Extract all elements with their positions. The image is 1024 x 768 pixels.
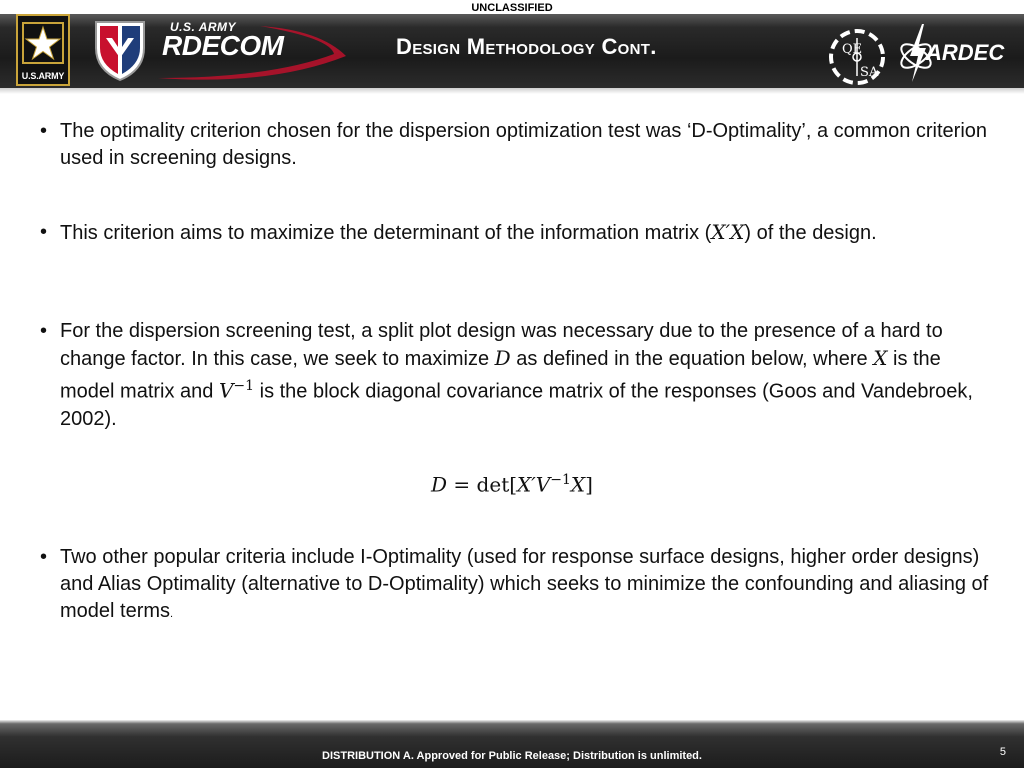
rdecom-logo-text: RDECOM: [162, 30, 284, 61]
math-x: X: [873, 346, 888, 370]
equation-x: X: [570, 472, 586, 497]
math-xtx: X′X: [711, 220, 745, 244]
bullet-text: Two other popular criteria include I-Optimality (used for response surface designs, higher order designs) and Alias Optimality (alternative to D-Optimality) which seeks to minimize the confounding and aliasing of model terms: [60, 546, 989, 622]
slide-title: Design Methodology Cont.: [396, 34, 657, 59]
bullet-split-plot: [40, 318, 990, 433]
bullet-text: For the dispersion screening test, a split plot design was necessary due to the presence of a hard to change factor. In this case, we seek to maximize: [60, 320, 943, 370]
page-number: 5: [999, 746, 1006, 758]
bullet-text: ) of the design.: [744, 222, 877, 244]
bullet-text: is the model matrix and: [60, 348, 941, 403]
bullet-information-matrix: [40, 219, 990, 247]
bullet-text: as defined in the equation below, where: [510, 348, 874, 370]
distribution-statement: DISTRIBUTION A. Approved for Public Release; Distribution is unlimited.: [322, 750, 702, 762]
us-army-logo: [16, 14, 70, 86]
header-banner: [0, 14, 1024, 90]
ardec-logo-text: ARDEC: [926, 40, 1005, 65]
rdecom-subtitle: U.S. ARMY: [170, 20, 237, 34]
equation-det: = det[: [447, 472, 518, 497]
math-d: D: [494, 346, 511, 370]
equation-close: ]: [585, 472, 593, 497]
math-v: V: [218, 378, 234, 403]
bullet-other-criteria: [40, 544, 990, 628]
bullet-text: is the block diagonal covariance matrix of the responses (Goos and Vandebroek, 2002).: [60, 380, 973, 430]
qesa-top-text: QE: [842, 42, 863, 57]
qesa-logo-icon: [826, 26, 888, 88]
rdecom-shield-icon: [92, 18, 148, 84]
equation-lhs: D: [431, 472, 448, 497]
bullet-end-period: .: [170, 608, 174, 620]
bullet-text: The optimality criterion chosen for the dispersion optimization test was ‘D-Optimality’, a common criterion used in screening designs.: [60, 120, 988, 169]
math-v-exponent: −1: [233, 378, 255, 394]
equation-exponent: −1: [550, 472, 571, 488]
banner-fade: [0, 88, 1024, 94]
equation-xv: X′V: [517, 472, 551, 497]
army-logo-text: U.S.ARMY: [21, 71, 65, 81]
classification-marking: UNCLASSIFIED: [471, 2, 553, 14]
qesa-bottom-text: SA: [860, 65, 879, 80]
bullet-d-optimality: [40, 118, 990, 172]
army-star-icon: [22, 22, 64, 64]
bullet-text: This criterion aims to maximize the determinant of the information matrix (: [60, 222, 712, 244]
d-optimality-equation: [0, 472, 1024, 497]
